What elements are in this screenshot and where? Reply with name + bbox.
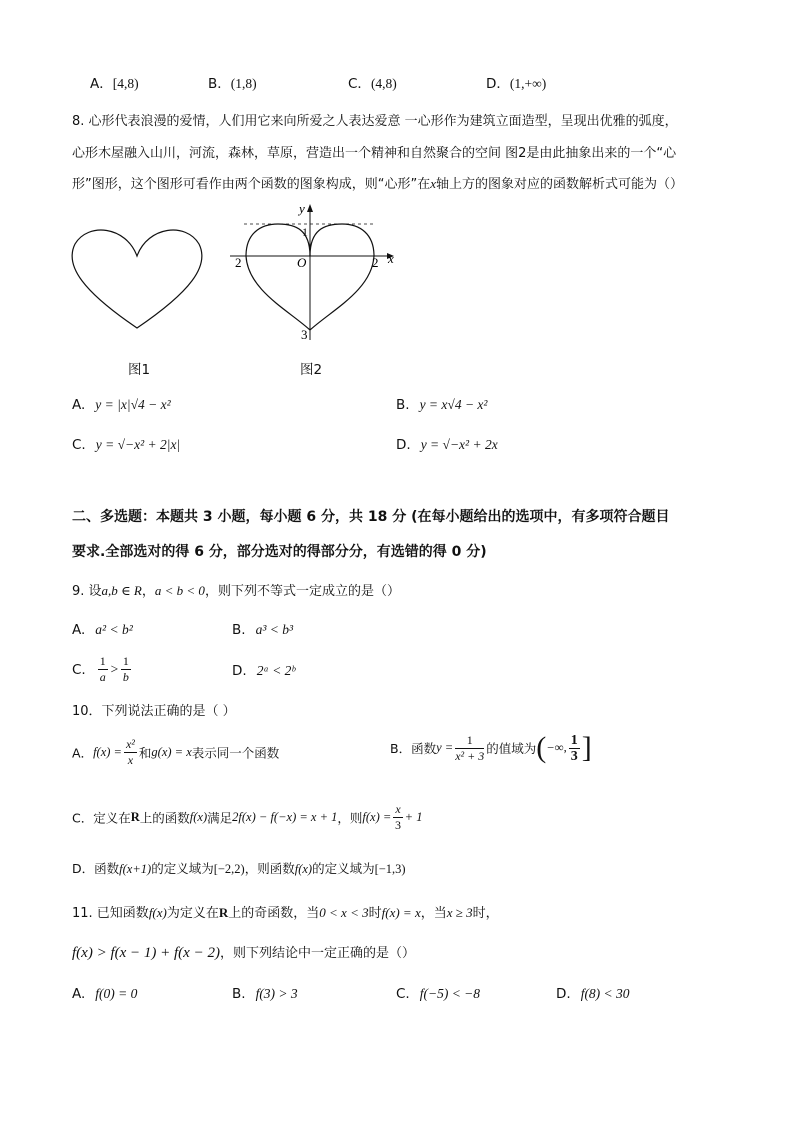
bracket-right: ] xyxy=(581,731,592,764)
option-label: D. xyxy=(396,437,411,453)
text: 时， xyxy=(472,906,499,921)
q11-option-a xyxy=(72,986,137,1002)
math: f(x) xyxy=(148,905,167,920)
math: f(x) xyxy=(294,862,313,876)
option-label: A. xyxy=(72,622,86,638)
math: a < b < 0 xyxy=(154,583,205,598)
numerator: 1 xyxy=(455,733,484,749)
fraction-x-over-3 xyxy=(393,802,402,833)
heart-outline xyxy=(72,230,202,328)
option-value: (1,8) xyxy=(230,76,257,91)
text: 11. 已知函数 xyxy=(72,906,149,921)
option-label: D. xyxy=(232,663,247,679)
numerator: x xyxy=(395,802,401,816)
text: 的定义域为 xyxy=(312,861,375,876)
option-label: B． xyxy=(390,741,412,756)
y-axis-arrow xyxy=(307,204,313,212)
q11-option-c xyxy=(396,986,480,1002)
numerator: x² xyxy=(125,737,135,751)
denominator: 3 xyxy=(394,818,401,832)
math: f(x) = xyxy=(362,810,392,824)
option-expr: f(−5) < −8 xyxy=(419,986,481,1001)
denominator: 3 xyxy=(570,748,578,764)
option-expr: f(8) < 30 xyxy=(580,986,630,1001)
math: 0 < x < 3 xyxy=(319,905,369,920)
option-label: D． xyxy=(72,861,95,876)
math: a,b ∈ R xyxy=(101,583,142,598)
q10-option-b xyxy=(390,731,592,765)
label-three: 3 xyxy=(301,327,308,342)
text: 9. 设 xyxy=(72,584,102,599)
denominator: x xyxy=(127,753,134,767)
option-label: A． xyxy=(90,76,113,92)
option-label: A. xyxy=(72,397,86,413)
bracket-left: ( xyxy=(536,731,547,764)
option-expr: y = √−x² + 2|x| xyxy=(95,437,181,452)
text: ，则函数 xyxy=(244,861,295,876)
q10-option-a xyxy=(72,737,279,768)
option-label: C. xyxy=(72,661,86,678)
q9-option-a xyxy=(72,622,133,638)
math: x ≥ 3 xyxy=(446,905,473,920)
label-x: x xyxy=(388,251,394,266)
q8-option-c xyxy=(72,437,180,453)
upper-right-arc xyxy=(310,224,374,256)
numerator: 1 xyxy=(99,654,106,668)
figure-1-caption: 图1 xyxy=(128,362,151,378)
option-label: B． xyxy=(208,76,231,92)
text: ，则下列结论中一定正确的是（） xyxy=(219,946,415,961)
fraction-1-over-x2-plus-3 xyxy=(455,733,484,764)
set-R: R xyxy=(218,905,229,920)
label-y: y xyxy=(299,201,305,216)
var-x: x xyxy=(430,176,436,191)
denominator: a xyxy=(99,670,106,684)
fraction-1-over-b xyxy=(121,654,131,685)
q11-option-d xyxy=(556,986,630,1002)
math: y = xyxy=(436,740,454,755)
option-expr: y = x√4 − x² xyxy=(419,397,488,412)
text: 函数 xyxy=(411,741,437,756)
fraction-1-over-3 xyxy=(569,733,580,764)
option-expr: y = √−x² + 2x xyxy=(420,437,498,452)
math: f(x) = xyxy=(93,745,122,759)
q11-option-b xyxy=(232,986,298,1002)
q7-option-a xyxy=(90,72,139,92)
math: + 1 xyxy=(404,810,423,824)
text: 函数 xyxy=(94,861,120,876)
option-label: C． xyxy=(348,76,371,92)
text: 的定义域为 xyxy=(151,861,214,876)
label-neg-two: 2 xyxy=(235,255,242,270)
q7-option-d xyxy=(486,72,546,92)
option-expr: y = |x|√4 − x² xyxy=(95,397,171,412)
option-label: B. xyxy=(232,986,246,1002)
q8-stem-line1: 8. 心形代表浪漫的爱情，人们用它来向所爱之人表达爱意 一心形作为建筑立面造型，呈现出优雅的弧度， xyxy=(72,114,678,129)
label-origin: O xyxy=(297,255,307,270)
q9-option-b xyxy=(232,622,293,638)
math: f(x) xyxy=(189,810,208,824)
q10-option-d xyxy=(72,859,406,877)
figure-2-caption: 图2 xyxy=(300,362,323,378)
option-value: [4,8) xyxy=(112,76,139,91)
q7-option-c xyxy=(348,72,397,92)
denominator: x² + 3 xyxy=(455,748,485,763)
option-label: A． xyxy=(72,745,94,761)
text: 为定义在 xyxy=(166,906,219,921)
option-expr: f(0) = 0 xyxy=(95,986,138,1001)
q8-option-d xyxy=(396,437,498,453)
text: ，则 xyxy=(337,810,363,826)
math: 2f(x) − f(−x) = x + 1 xyxy=(232,810,338,824)
q9-option-d xyxy=(232,663,295,679)
label-pos-two: 2 xyxy=(372,255,379,270)
option-label: A. xyxy=(72,986,86,1002)
math: f(x) > f(x − 1) + f(x − 2) xyxy=(72,945,220,961)
upper-left-arc xyxy=(246,224,310,256)
q10-stem: 10．下列说法正确的是（ ） xyxy=(72,704,236,719)
figure-1-heart xyxy=(66,218,214,338)
text: ， xyxy=(141,584,155,599)
q8-option-a xyxy=(72,397,171,413)
q8-option-b xyxy=(396,397,487,413)
text: 定义在 xyxy=(93,810,131,826)
math: [−1,3) xyxy=(374,862,406,876)
section-2-heading-line1: 二、多选题：本题共 3 小题，每小题 6 分，共 18 分 (在每小题给出的选项中，有多项符合题目 xyxy=(72,509,670,525)
option-label: D. xyxy=(556,986,571,1002)
section-2-heading-line2: 要求.全部选对的得 6 分，部分选对的得部分分，有选错的得 0 分) xyxy=(72,544,487,560)
operator: > xyxy=(109,661,119,677)
math: g(x) = x xyxy=(151,745,192,759)
text: 表示同一个函数 xyxy=(191,745,280,761)
text: ，则下列不等式一定成立的是（） xyxy=(204,584,400,599)
math: f(x) = x xyxy=(381,905,421,920)
text: 和 xyxy=(138,745,152,761)
q10-option-c xyxy=(72,802,422,833)
option-label: C. xyxy=(72,437,86,453)
text: 形”图形，这个图形可看作由两个函数的图象构成，则“心形”在 xyxy=(72,177,431,192)
text: 轴上方的图象对应的函数解析式可能为（） xyxy=(436,177,684,192)
option-value: (1,+∞) xyxy=(509,76,547,91)
figure-2-graph xyxy=(222,200,402,350)
math: [−2,2) xyxy=(213,862,245,876)
option-expr: a² < b² xyxy=(95,622,133,637)
denominator: b xyxy=(122,670,129,684)
numerator: 1 xyxy=(122,654,129,668)
q9-stem xyxy=(72,580,400,599)
text: 满足 xyxy=(207,810,233,826)
q11-stem-line2 xyxy=(72,942,415,962)
q11-stem-line1 xyxy=(72,902,499,921)
option-label: B. xyxy=(232,622,246,638)
text: 时 xyxy=(368,906,382,921)
math: f(x+1) xyxy=(119,862,152,876)
q9-option-c xyxy=(72,654,133,685)
numerator: 1 xyxy=(570,732,578,748)
option-label: B. xyxy=(396,397,410,413)
option-value: (4,8) xyxy=(370,76,397,91)
option-expr: a³ < b³ xyxy=(255,622,294,637)
q8-stem-line2: 心形木屋融入山川，河流，森林，草原，营造出一个精神和自然聚合的空间 图2是由此抽象出来的一个“心 xyxy=(72,146,677,161)
option-expr: f(3) > 3 xyxy=(255,986,298,1001)
option-label: D． xyxy=(486,76,510,92)
text: 上的奇函数，当 xyxy=(228,906,320,921)
text: ，当 xyxy=(420,906,447,921)
text: 上的函数 xyxy=(139,810,190,826)
option-expr: 2ᵃ < 2ᵇ xyxy=(256,663,296,678)
math: −∞, xyxy=(546,740,567,755)
option-label: C. xyxy=(396,986,410,1002)
option-label: C． xyxy=(72,810,94,826)
label-one: 1 xyxy=(302,225,308,239)
text: 的值域为 xyxy=(486,741,537,756)
q8-stem-line3 xyxy=(72,173,683,192)
set-R: R xyxy=(130,810,140,824)
q7-option-b xyxy=(208,72,257,92)
fraction-1-over-a xyxy=(98,654,108,685)
fraction-x2-over-x xyxy=(124,737,137,768)
